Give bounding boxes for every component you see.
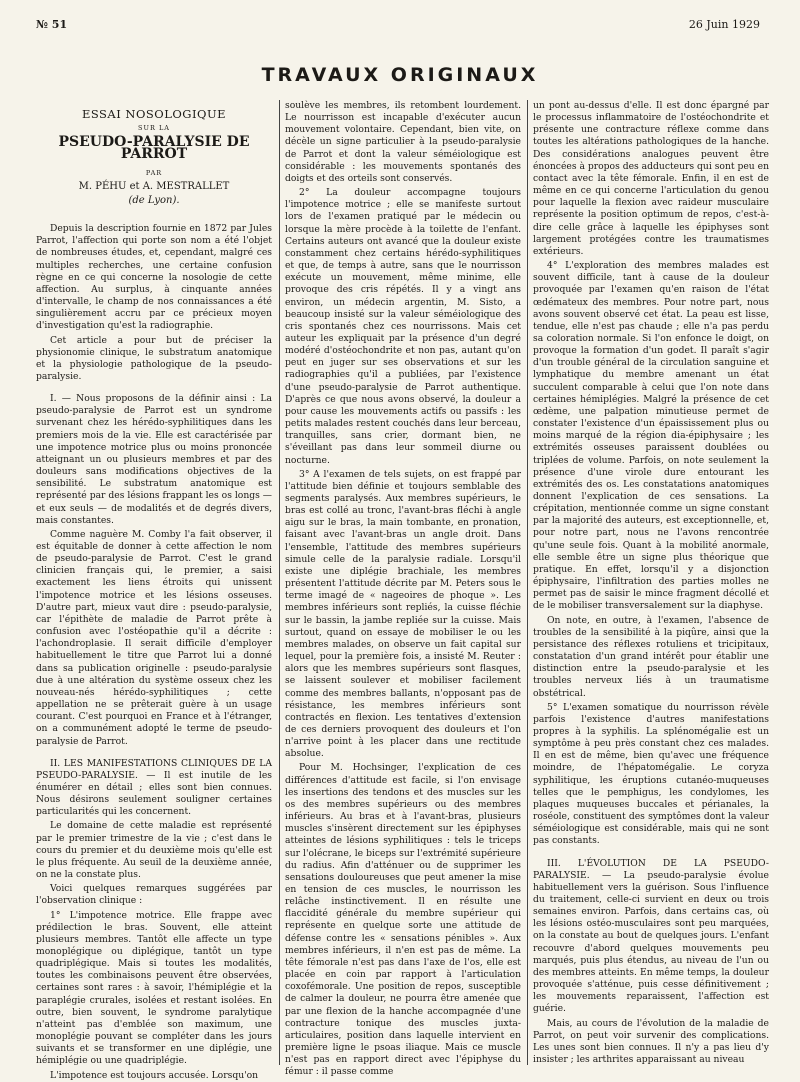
paragraph: Cet article a pour but de préciser la physionomie clinique, le substratum anatomique et la physiologie pathologique de la pseudo-paralysie. bbox=[36, 334, 272, 382]
page-header bbox=[36, 18, 760, 34]
section-ii-heading-paragraph: II. LES MANIFESTATIONS CLINIQUES DE LA PSEUDO-PARALYSIE. — Il est inutile de les énumérer en détail ; elles sont bien connues. Nous désirons seulement souligner certaines particularités qui les concernent. bbox=[36, 757, 272, 818]
column-1 bbox=[36, 100, 272, 1081]
column-2 bbox=[285, 100, 521, 1078]
paragraph: Depuis la description fournie en 1872 par Jules Parrot, l'affection qui porte son nom a été l'objet de nombreuses études, et, cependant, malgré ces multiples recherches, une certaine confusion règne en ce qui concerne la nosologie de cette affection. Au surplus, à cinquante années d'intervalle, le champ de nos connaissances a été singulièrement accru par ce précieux moyen d'investigation qu'est la radiographie. bbox=[36, 223, 272, 332]
authors: M. PÉHU et A. MESTRALLET bbox=[78, 180, 230, 192]
paragraph: un pont au-dessus d'elle. Il est donc épargné par le processus inflammatoire de l'ostéochondrite et présente une contracture réflexe comme dans toutes les altérations pathologiques de la hanche. Des considérations analogues peuvent être énoncées à propos des adducteurs qui sont peu en contact avec la tête fémorale. Enfin, il en est de même en ce qui concerne l'articulation du genou pour laquelle la flexion avec raideur musculaire représente la position optimum de repos, c'est-à-dire celle grâce à laquelle les épiphyses sont largement protégées contre les traumatismes extérieurs. bbox=[533, 100, 769, 257]
paragraph: Voici quelques remarques suggérées par l'observation clinique : bbox=[36, 883, 272, 907]
section-iii-heading-paragraph: III. L'ÉVOLUTION DE LA PSEUDO-PARALYSIE. — La pseudo-paralysie évolue habituellement vers la guérison. Sous l'influence du traitement, celle-ci survient en deux ou trois semaines environ. Parfois, dans certains cas, où les lésions ostéo-musculaires sont peu marquées, on la constate au bout de quelques jours. L'enfant recouvre d'abord quelques mouvements peu marqués, puis plus étendus, au niveau de l'un ou des membres atteints. En même temps, la douleur provoquée s'atténue, puis cesse définitivement ; les mouvements reparaissent, l'affection est guérie. bbox=[533, 857, 769, 1015]
article-title: PSEUDO-PARALYSIE DE PARROT bbox=[58, 134, 250, 163]
column-divider bbox=[527, 100, 528, 1065]
paragraph: 4° L'exploration des membres malades est souvent difficile, tant à cause de la douleur provoquée par l'examen qu'en raison de l'état œdémateux des membres. Pour notre part, nous avons souvent observé cet état. La peau est lisse, tendue, elle n'est pas chaude ; elle n'a pas perdu sa coloration normale. Si l'on enfonce le doigt, on provoque la formation d'un godet. Il paraît s'agir d'un trouble général de la circulation sanguine et lymphatique du membre amenant un état succulent comparable à celui que l'on note dans certaines hémiplégies. Malgré la présence de cet œdème, une palpation minutieuse permet de constater l'existence d'un épaississement plus ou moins marqué de la région dia-épiphysaire ; les extrémités osseuses paraissent doublées ou triplées de volume. Parfois, on note seulement la présence d'une virole dure entourant les extrémités des os. Les constatations anatomiques donnent l'explication de ces sensations. La crépitation, mentionnée comme un signe constant par la majorité des auteurs, est exceptionnelle, et, pour notre part, nous ne l'avons rencontrée qu'une seule fois. Quant à la mobilité anormale, elle semble être un signe plus théorique que pratique. En effet, lorsqu'il y a disjonction épiphysaire, l'infiltration des parties molles ne permet pas de saisir le mince fragment décollé et de le mobiliser transversalement sur la diaphyse. bbox=[533, 260, 769, 612]
paragraph: Mais, au cours de l'évolution de la maladie de Parrot, on peut voir survenir des complications. Les unes sont bien connues. Il n'y a pas lieu d'y insister ; les arthrites apparaissant au niveau bbox=[533, 1017, 769, 1066]
paragraph: soulève les membres, ils retombent lourdement. Le nourrisson est incapable d'exécuter aucun mouvement volontaire. Cependant, bien vite, on décèle un signe particulier à la pseudo-paralysie de Parrot et dont la valeur séméiologique est considérable : les mouvements spontanés des doigts et des orteils sont conservés. bbox=[285, 100, 521, 184]
paragraph: 1° L'impotence motrice. Elle frappe avec prédilection le bras. Souvent, elle atteint plusieurs membres. Tantôt elle affecte un type monoplégique ou diplégique, tantôt un type quadriplégique. Mais si toutes les modalités, toutes les combinaisons peuvent être observées, certaines sont rares : à savoir, l'hémiplégie et la paraplégie crurales, isolées et restant isolées. En outre, bien souvent, le syndrome paralytique n'atteint pas d'emblée son maximum, une monoplégie pouvant se compléter dans les jours suivants et se transformer en une diplégie, une hémiplégie ou une quadriplégie. bbox=[36, 909, 272, 1067]
paragraph: 5° L'examen somatique du nourrisson révèle parfois l'existence d'autres manifestations propres à la syphilis. La splénomégalie est un symptôme à peu près constant chez ces malades. Il en est de même, bien qu'avec une fréquence moindre, de l'hépatomégalie. Le coryza syphilitique, les éruptions cutanéo-muqueuses telles que le pemphigus, les condylomes, les plaques muqueuses buccales et périanales, la roséole, constituent des symptômes dont la valeur séméiologique est considérable, mais qui ne sont pas constants. bbox=[533, 701, 769, 847]
paragraph: L'impotence est toujours accusée. Lorsqu'on bbox=[50, 1069, 259, 1081]
title-sur-la: SUR LA bbox=[138, 124, 170, 133]
paragraph: On note, en outre, à l'examen, l'absence de troubles de la sensibilité à la piqûre, ainsi que la persistance des réflexes rotuliens et tricipitaux, constatation d'un grand intérêt pour établir une distinction entre la pseudo-paralysie et les troubles nerveux liés à un traumatisme obstétrical. bbox=[533, 614, 769, 699]
author-location: (de Lyon). bbox=[128, 194, 180, 206]
section-i-paragraph: I. — Nous proposons de la définir ainsi : La pseudo-paralysie de Parrot est un syndrome survenant chez les hérédo-syphilitiques dans les premiers mois de la vie. Elle est caractérisée par une impotence motrice plus ou moins prononcée atteignant un ou plusieurs membres et par des douleurs sans modifications objectives de la sensibilité. Le substratum anatomique est représenté par des lésions frappant les os longs — et eux seuls — de modalités et de degrés divers, mais constantes. bbox=[36, 393, 272, 526]
paragraph: 2° La douleur accompagne toujours l'impotence motrice ; elle se manifeste surtout lors de l'examen pratiqué par le médecin ou lorsque la mère procède à la toilette de l'enfant. Certains auteurs ont avancé que la douleur existe constamment chez certains hérédo-syphilitiques et que, de temps à autre, sans que le nourrisson exécute un mouvement, même minime, elle provoque des cris répétés. Il y a vingt ans environ, un médecin argentin, M. Sisto, a beaucoup insisté sur la valeur séméiologique des cris spontanés chez ces nourrissons. Mais cet auteur les expliquait par la présence d'un degré modéré d'ostéochondrite et non pas, autant qu'on peut en juger sur ses observations et sur les radiographies qu'il a publiées, par l'existence d'une pseudo-paralysie de Parrot authentique. D'après ce que nous avons observé, la douleur a pour cause les mouvements actifs ou passifs : les petits malades restent couchés dans leur berceau, tranquilles, sans crier, dormant bien, ne s'éveillant pas dans leur sommeil diurne ou nocturne. bbox=[285, 187, 521, 466]
issue-number: № 51 bbox=[36, 18, 68, 31]
column-divider bbox=[279, 100, 280, 1065]
byline-par: PAR bbox=[145, 168, 163, 177]
paragraph: Le domaine de cette maladie est représenté par le premier trimestre de la vie ; c'est dans le cours du premier et du deuxième mois qu'elle est le plus fréquente. Au seuil de la deuxième année, on ne la constate plus. bbox=[36, 820, 272, 881]
section-rubric: TRAVAUX ORIGINAUX bbox=[261, 64, 539, 86]
paragraph: 3° A l'examen de tels sujets, on est frappé par l'attitude bien définie et toujours semblable des segments paralysés. Aux membres supérieurs, le bras est collé au tronc, l'avant-bras fléchi à angle aigu sur le bras, la main tombante, en pronation, faisant avec l'avant-bras un angle droit. Dans l'ensemble, l'attitude des membres supérieurs simule celle de la paralysie radiale. Lorsqu'il existe une diplégie brachiale, les membres présentent l'attitude décrite par M. Peters sous le terme imagé de « nageoires de phoque ». Les membres inférieurs sont repliés, la cuisse fléchie sur le bassin, la jambe repliée sur la cuisse. Mais surtout, quand on essaye de mobiliser le ou les membres malades, on observe un fait capital sur lequel, pour la première fois, a insisté M. Reuter : alors que les membres supérieurs sont flasques, se laissent soulever et mobiliser facilement comme des membres ballants, n'opposant pas de résistance, les membres inférieurs sont contractés en flexion. Les tentatives d'extension de ces derniers provoquent des douleurs et l'on n'arrive point à les placer dans une rectitude absolue. bbox=[285, 468, 521, 760]
paragraph: Pour M. Hochsinger, l'explication de ces différences d'attitude est facile, si l'on envisage les insertions des tendons et des muscles sur les os des membres supérieurs ou des membres inférieurs. Au bras et à l'avant-bras, plusieurs muscles s'insèrent directement sur les épiphyses atteintes de lésions syphilitiques : tels le triceps sur l'olécrane, le biceps sur l'extrémité supérieure du radius. Afin d'atténuer ou de supprimer les sensations douloureuses que peut amener la mise en tension de ces muscles, le nourrisson les relâche instinctivement. Il en résulte une flaccidité générale du membre supérieur qui représente en quelque sorte une attitude de défense contre les « sensations pénibles ». Aux membres inférieurs, il n'en est pas de même. La tête fémorale n'est pas dans l'axe de l'os, elle est placée en coin par rapport à l'articulation coxofémorale. Une position de repos, susceptible de calmer la douleur, ne pourra être amenée que par une flexion de la hanche accompagnée d'une contracture tonique des muscles juxta-articulaires, position dans laquelle intervient en première ligne le psoas iliaque. Mais ce muscle n'est pas en rapport direct avec l'épiphyse du fémur : il passe comme bbox=[285, 762, 521, 1078]
column-3 bbox=[533, 100, 769, 1065]
paragraph: Comme naguère M. Comby l'a fait observer, il est équitable de donner à cette affection le nom de pseudo-paralysie de Parrot. C'est le grand clinicien français qui, le premier, a saisi exactement les liens étroits qui unissent l'impotence motrice et les lésions osseuses. D'autre part, mieux vaut dire : pseudo-paralysie, car l'épithète de maladie de Parrot prête à confusion avec l'ostéopathie qu'il a décrite : l'achondroplasie. Il serait difficile d'employer habituellement le titre que Parrot lui a donné dans sa publication originelle : pseudo-paralysie due à une altération du système osseux chez les nouveau-nés hérédo-syphilitiques ; cette appellation ne se prêterait guère à un usage courant. C'est pourquoi en France et à l'étranger, on a communément adopté le terme de pseudo-paralysie de Parrot. bbox=[36, 528, 272, 747]
issue-date: 26 Juin 1929 bbox=[688, 18, 760, 31]
article-body bbox=[36, 100, 769, 1081]
title-line-1: ESSAI NOSOLOGIQUE bbox=[81, 107, 227, 121]
